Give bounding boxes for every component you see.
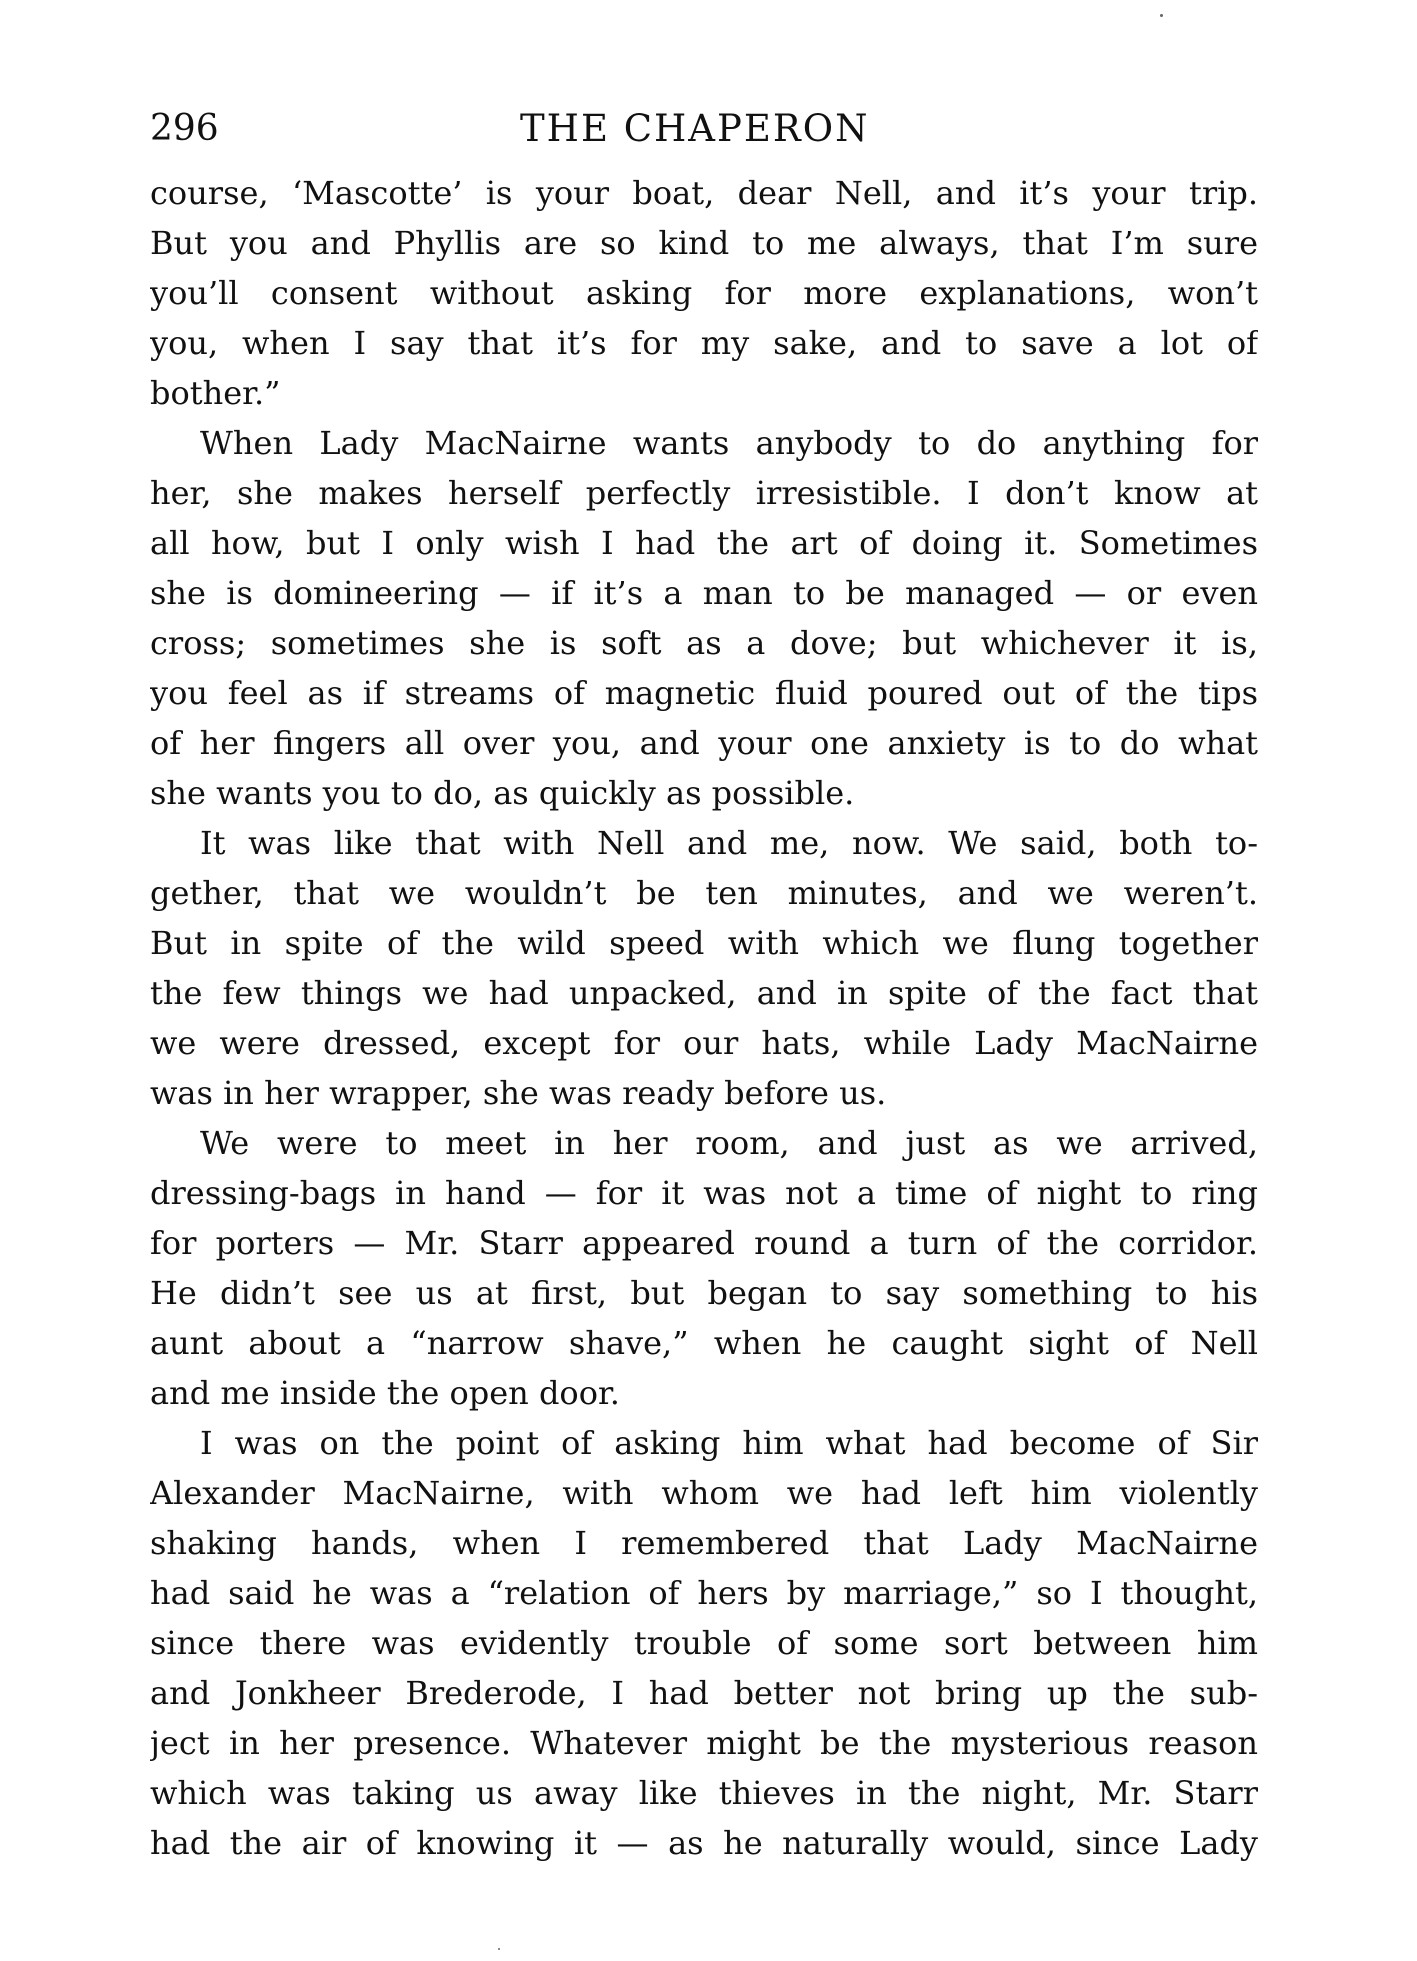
text-line: bother.” xyxy=(150,374,281,412)
text-line: course, ‘Mascotte’ is your boat, dear Nell, and it’s your trip. xyxy=(150,174,1258,212)
paragraph xyxy=(150,1418,1258,1868)
text-line: We were to meet in her room, and just as we arrived, xyxy=(200,1124,1258,1162)
text-line: Alexander MacNairne, with whom we had left him violently xyxy=(150,1474,1258,1512)
text-line: for porters — Mr. Starr appeared round a turn of the corridor. xyxy=(150,1224,1258,1262)
text-line: But you and Phyllis are so kind to me always, that I’m sure xyxy=(150,224,1258,262)
text-line: we were dressed, except for our hats, while Lady MacNairne xyxy=(150,1024,1258,1062)
page-number: 296 xyxy=(150,108,219,149)
text-line: had the air of knowing it — as he naturally would, since Lady xyxy=(150,1824,1258,1862)
running-head: THE CHAPERON xyxy=(520,107,870,150)
text-line: since there was evidently trouble of some sort between him xyxy=(150,1624,1258,1662)
paragraph xyxy=(150,168,1258,418)
text-line: aunt about a “narrow shave,” when he caught sight of Nell xyxy=(150,1324,1258,1362)
text-line: you’ll consent without asking for more explanations, won’t xyxy=(150,274,1258,312)
paragraph xyxy=(150,818,1258,1118)
text-line: But in spite of the wild speed with which we flung together xyxy=(150,924,1258,962)
body-text xyxy=(150,168,1258,1868)
text-line: she wants you to do, as quickly as possible. xyxy=(150,774,855,812)
text-line: her, she makes herself perfectly irresistible. I don’t know at xyxy=(150,474,1258,512)
text-line: He didn’t see us at first, but began to say something to his xyxy=(150,1274,1258,1312)
paragraph xyxy=(150,418,1258,818)
text-line: I was on the point of asking him what had become of Sir xyxy=(200,1424,1258,1462)
text-line: dressing-bags in hand — for it was not a time of night to ring xyxy=(150,1174,1258,1212)
text-line: and me inside the open door. xyxy=(150,1374,620,1412)
text-line: the few things we had unpacked, and in spite of the fact that xyxy=(150,974,1258,1012)
scan-speck xyxy=(1160,14,1163,17)
text-line: cross; sometimes she is soft as a dove; but whichever it is, xyxy=(150,624,1258,662)
paragraph xyxy=(150,1118,1258,1418)
text-line: all how, but I only wish I had the art of doing it. Sometimes xyxy=(150,524,1258,562)
text-line: which was taking us away like thieves in the night, Mr. Starr xyxy=(150,1774,1258,1812)
text-line: you, when I say that it’s for my sake, and to save a lot of xyxy=(150,324,1258,362)
page-header xyxy=(150,106,1250,166)
text-line: you feel as if streams of magnetic fluid poured out of the tips xyxy=(150,674,1258,712)
text-line: was in her wrapper, she was ready before us. xyxy=(150,1074,887,1112)
text-line: had said he was a “relation of hers by marriage,” so I thought, xyxy=(150,1574,1258,1612)
text-line: shaking hands, when I remembered that Lady MacNairne xyxy=(150,1524,1258,1562)
text-line: gether, that we wouldn’t be ten minutes, and we weren’t. xyxy=(150,874,1258,912)
text-line: and Jonkheer Brederode, I had better not bring up the sub- xyxy=(150,1674,1258,1712)
text-line: When Lady MacNairne wants anybody to do anything for xyxy=(200,424,1258,462)
text-line: It was like that with Nell and me, now. We said, both to- xyxy=(200,824,1258,862)
text-line: ject in her presence. Whatever might be the mysterious reason xyxy=(150,1724,1258,1762)
text-line: of her fingers all over you, and your one anxiety is to do what xyxy=(150,724,1258,762)
text-line: she is domineering — if it’s a man to be managed — or even xyxy=(150,574,1258,612)
scan-speck xyxy=(498,1948,500,1950)
